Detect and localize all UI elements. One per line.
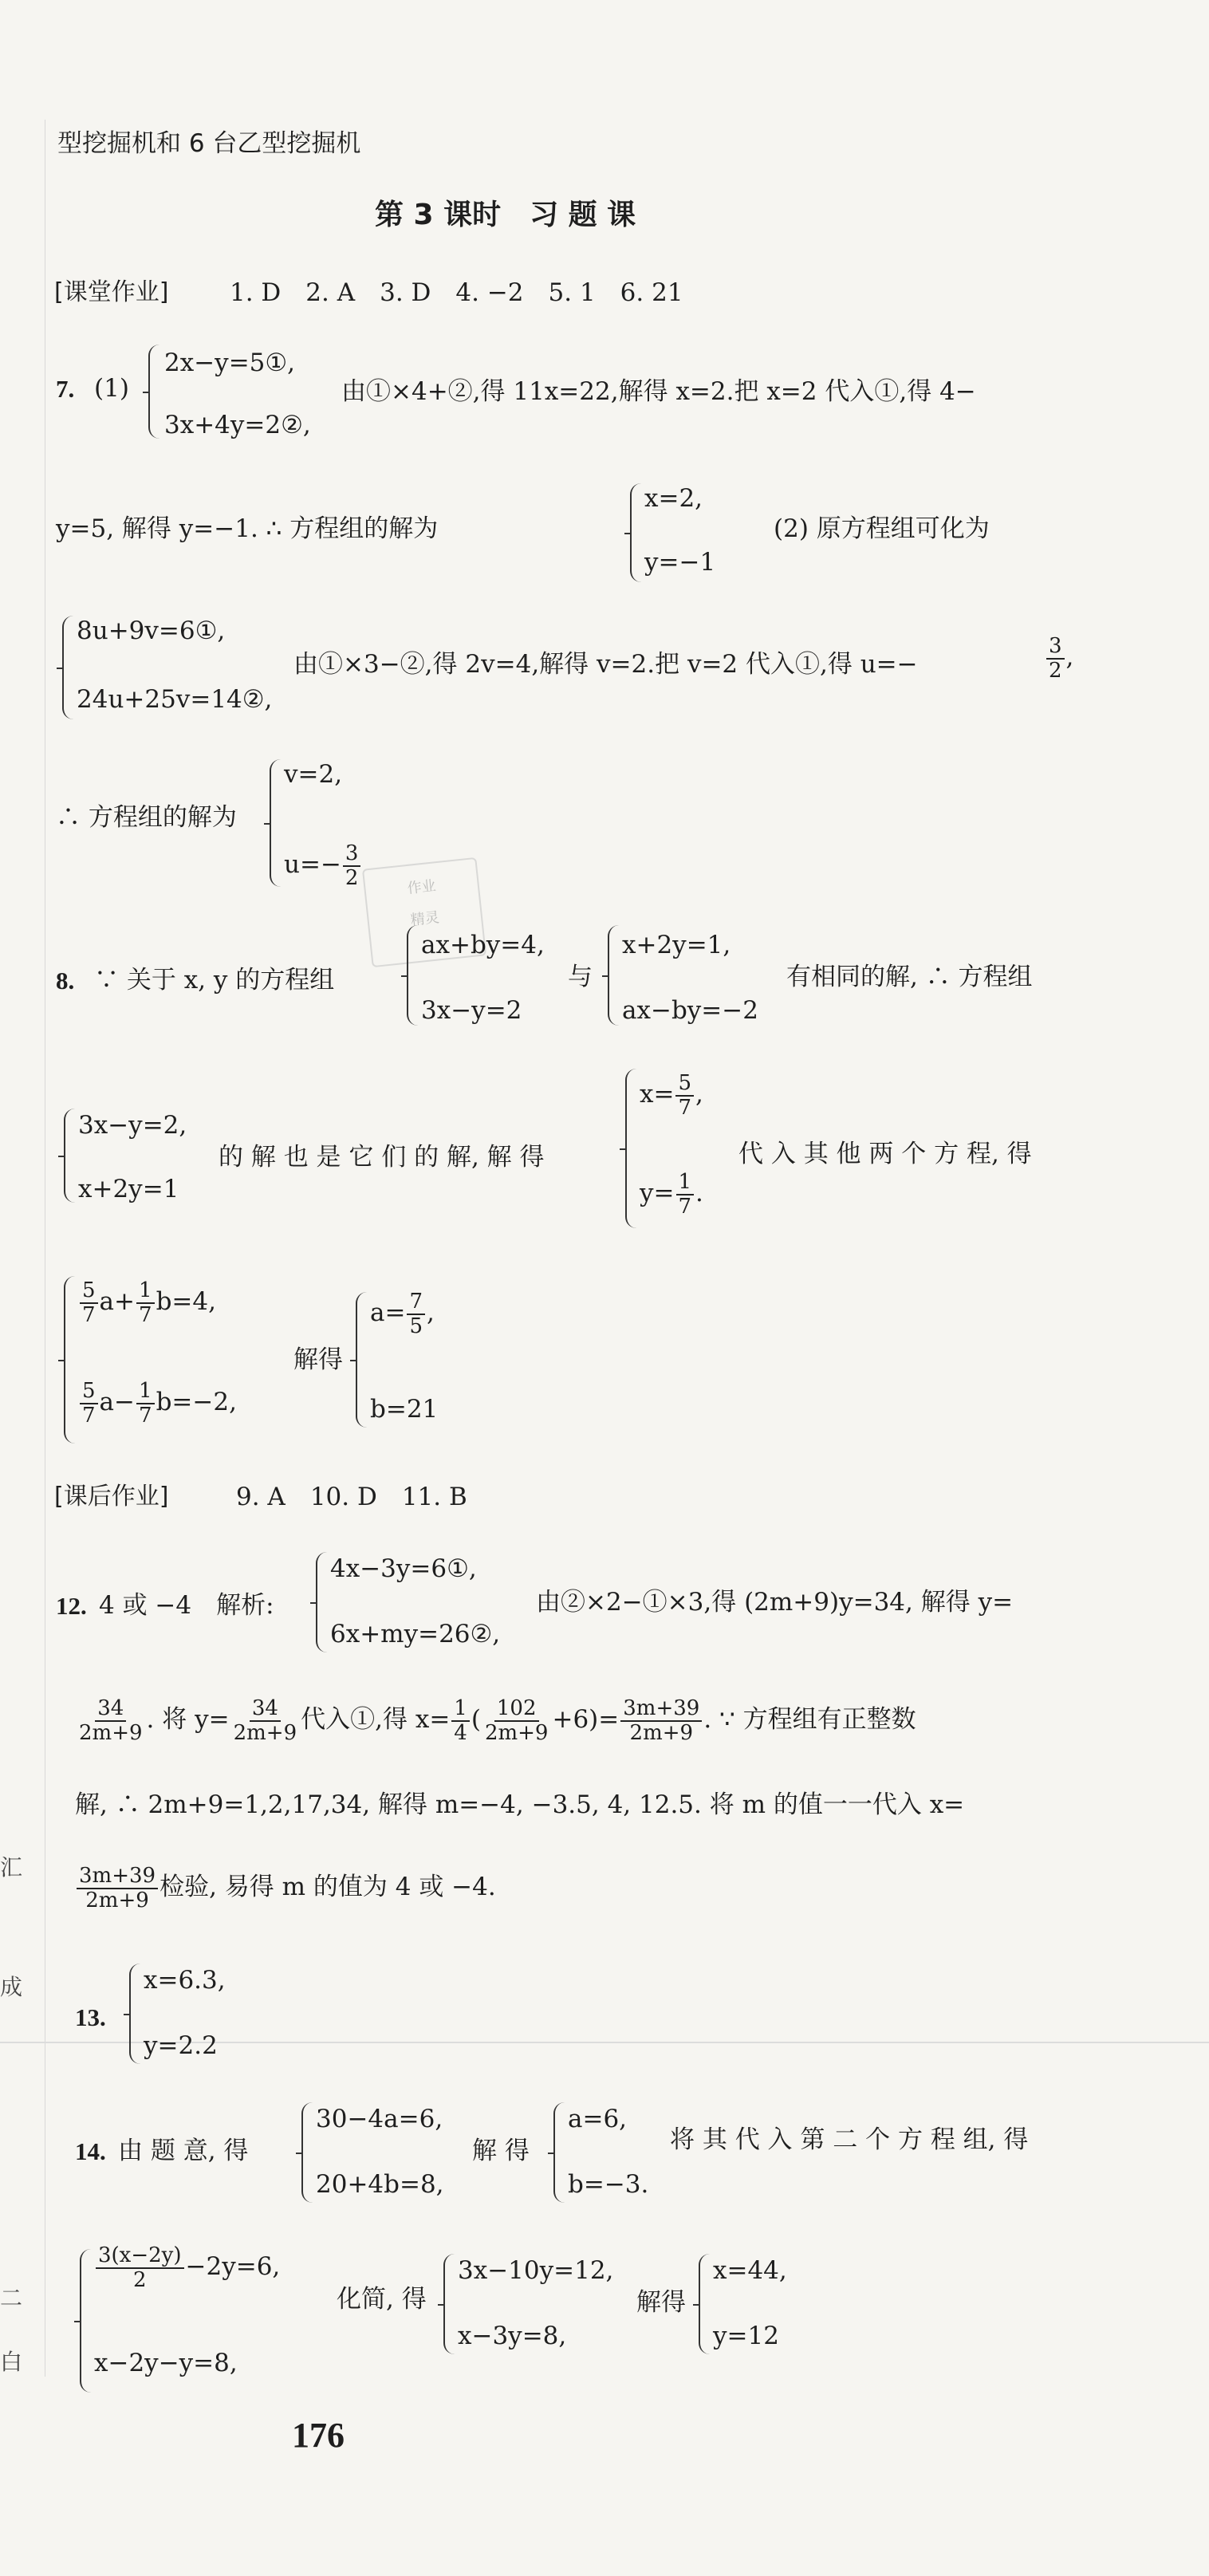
equation: y= $\frac{1}{7}$ . (640, 1170, 703, 1219)
brace (608, 925, 622, 1026)
equation: u=− $\frac{3}{2}$ (284, 842, 362, 889)
equation: x+2y=1 (78, 1175, 179, 1203)
brace (443, 2254, 458, 2354)
brace (148, 345, 163, 439)
watermark-stamp: 作业 精灵 (362, 857, 486, 967)
equation: x−3y=8, (458, 2322, 567, 2350)
question-number: 14. (75, 2137, 106, 2165)
equation: x−2y−y=8, (94, 2349, 238, 2377)
equation: 8u+9v=6①, (77, 616, 226, 645)
solution-text: 由①×3−②,得 2v=4,解得 v=2.把 v=2 代入①,得 u=− (293, 650, 918, 679)
equation: x=2, (644, 484, 703, 513)
equation: 3x−y=2 (421, 996, 522, 1025)
brace (62, 616, 77, 719)
brace (270, 759, 284, 887)
solution-text: 解, ∴ 2m+9=1,2,17,34, 解得 m=−4, −3.5, 4, 12.5. 将 m 的值一一代入 x= (75, 1790, 965, 1819)
solution-text: (2) 原方程组可化为 (774, 514, 990, 543)
equation: 2x−y=5①, (164, 349, 296, 377)
question-text: 与 (568, 963, 593, 991)
equation: 3x−10y=12, (458, 2256, 614, 2285)
solution-text: 解得 (636, 2288, 686, 2317)
solution-text: 的 解 也 是 它 们 的 解, 解 得 (219, 1143, 545, 1172)
brace (356, 1292, 370, 1428)
solution-text: 化简, 得 (337, 2285, 427, 2314)
equation: y=2.2 (144, 2031, 218, 2060)
brace (64, 1276, 78, 1444)
equation: x=6.3, (144, 1966, 226, 1995)
question-number: 8. (56, 967, 75, 995)
solution-line: $\frac{34}{2m+9}$ . 将 y= $\frac{34}{2m+9}$ 代入①,得 x= $\frac{1}{4}$ ( $\frac{102}{2m+9}$ +6)= $\frac{3m+39}{2m+9}$ . ∵ 方程组有正整数 (79, 1696, 916, 1745)
brace (80, 2249, 94, 2393)
solution-text: y=5, 解得 y=−1. ∴ 方程组的解为 (56, 514, 439, 543)
answer-lead: 4 或 −4 解析: (99, 1591, 274, 1620)
class-work-tag: [课堂作业] (54, 278, 169, 306)
equation: 24u+25v=14②, (77, 685, 273, 714)
equation: x+2y=1, (622, 931, 731, 959)
solution-text: 由②×2−①×3,得 (2m+9)y=34, 解得 y= (536, 1588, 1014, 1617)
question-text: 有相同的解, ∴ 方程组 (786, 963, 1033, 991)
class-work-answers: 1. D 2. A 3. D 4. −2 5. 1 6. 21 (230, 278, 683, 307)
question-number: 13. (75, 2003, 106, 2031)
equation: 6x+my=26②, (330, 1620, 501, 1648)
equation: b=−3. (568, 2170, 649, 2199)
solution-line: $\frac{3m+39}{2m+9}$ 检验, 易得 m 的值为 4 或 −4. (75, 1865, 496, 1912)
brace (630, 483, 644, 582)
equation: 3x−y=2, (78, 1111, 187, 1140)
edge-char: 二 (0, 2285, 23, 2311)
brace (64, 1109, 78, 1203)
equation: $\frac{3(x-2y)}{2}$ −2y=6, (94, 2244, 280, 2291)
brace (316, 1552, 330, 1652)
brace (301, 2102, 316, 2203)
brace (407, 925, 421, 1026)
equation: v=2, (284, 760, 343, 789)
solution-text: 由①×4+②,得 11x=22,解得 x=2.把 x=2 代入①,得 4− (341, 377, 976, 406)
page-number: 176 (292, 2416, 345, 2455)
equation: ax−by=−2 (622, 996, 758, 1025)
brace (129, 1964, 144, 2064)
solution-text: 由 题 意, 得 (118, 2137, 249, 2165)
edge-char: 成 (0, 1974, 23, 2000)
homework-tag: [课后作业] (54, 1483, 169, 1511)
edge-char: 白 (0, 2349, 23, 2375)
solution-text: 解得 (293, 1345, 343, 1374)
question-number: 12. (56, 1592, 87, 1620)
equation: y=−1 (644, 548, 716, 577)
equation: b=21 (370, 1395, 439, 1424)
solution-text: 将 其 代 入 第 二 个 方 程 组, 得 (670, 2125, 1029, 2154)
equation: 20+4b=8, (316, 2170, 444, 2199)
brace (699, 2254, 713, 2354)
fraction: $\frac{3}{2}$ , (1045, 635, 1073, 682)
continued-answer-line: 型挖掘机和 6 台乙型挖掘机 (57, 129, 361, 158)
solution-text: 解 得 (472, 2137, 530, 2165)
equation: $\frac{5}{7}$ a+ $\frac{1}{7}$ b=4, (78, 1279, 216, 1326)
homework-answers: 9. A 10. D 11. B (236, 1483, 467, 1511)
equation: 4x−3y=6①, (330, 1554, 477, 1583)
solution-text: 代 入 其 他 两 个 方 程, 得 (738, 1140, 1032, 1168)
equation: y=12 (713, 2322, 779, 2350)
solution-text: ∴ 方程组的解为 (56, 803, 237, 832)
equation: 3x+4y=2②, (164, 411, 311, 439)
edge-char: 汇 (0, 1854, 23, 1881)
equation: a=6, (568, 2105, 628, 2133)
section-title: 第 3 课时 习 题 课 (375, 199, 636, 231)
brace (553, 2102, 568, 2203)
equation: 30−4a=6, (316, 2105, 443, 2133)
brace (625, 1069, 640, 1228)
question-text: ∵ 关于 x, y 的方程组 (94, 966, 335, 995)
question-number: 7. (56, 375, 75, 403)
equation: a= $\frac{7}{5}$ , (370, 1290, 435, 1338)
equation: ax+by=4, (421, 931, 545, 959)
equation: x=44, (713, 2256, 787, 2285)
part-label: (1) (94, 374, 129, 403)
equation: x= $\frac{5}{7}$ , (640, 1071, 703, 1120)
equation: $\frac{5}{7}$ a− $\frac{1}{7}$ b=−2, (78, 1380, 237, 1427)
